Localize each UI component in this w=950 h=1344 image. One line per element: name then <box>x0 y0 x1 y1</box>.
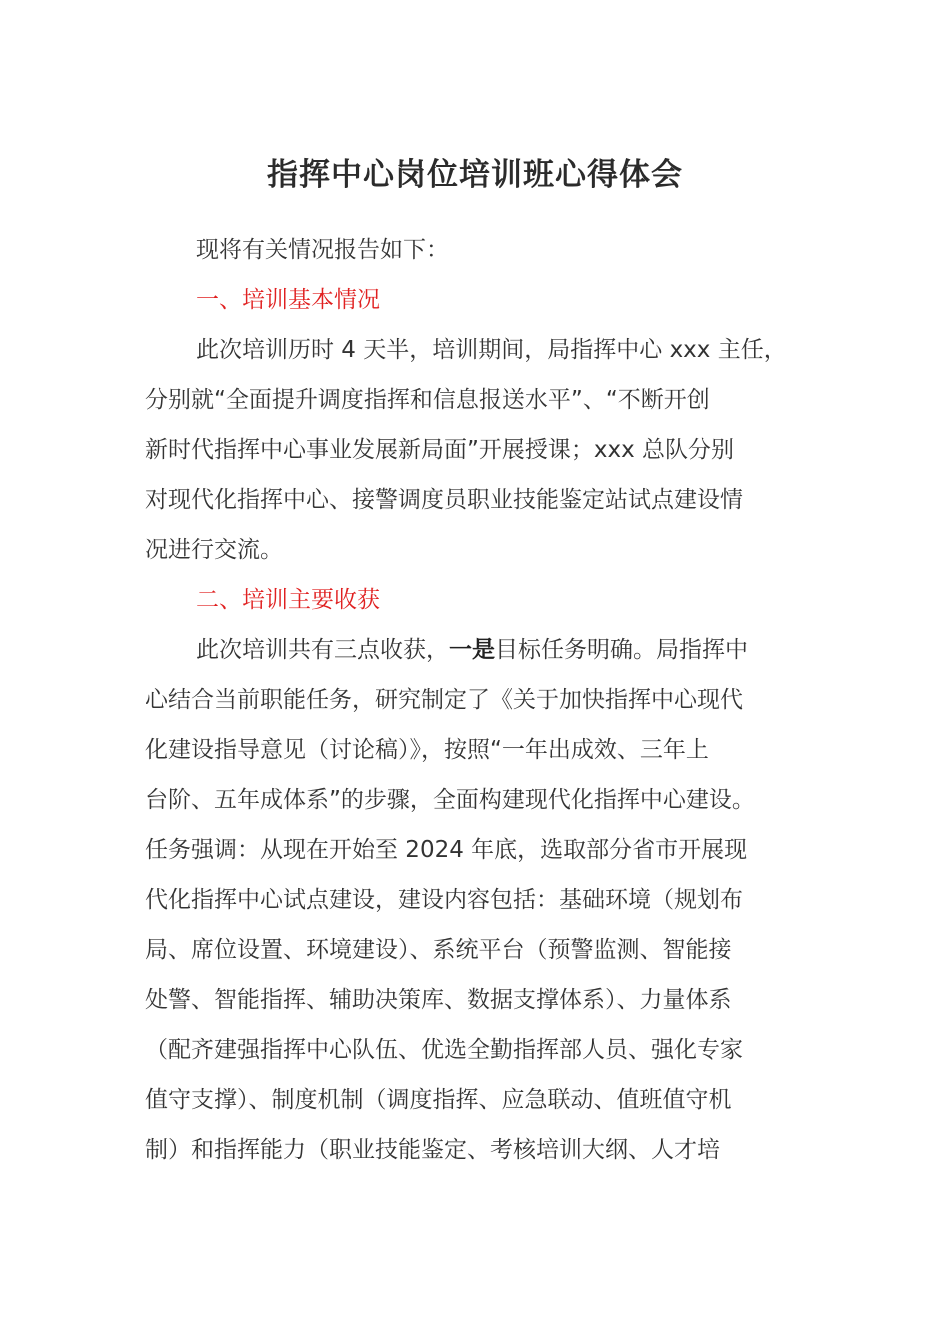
paragraph-line: 代化指挥中心试点建设，建设内容包括：基础环境（规划布 <box>145 887 743 913</box>
paragraph-line: 新时代指挥中心事业发展新局面”开展授课；xxx 总队分别 <box>145 437 735 463</box>
paragraph-line: 分别就“全面提升调度指挥和信息报送水平”、“不断开创 <box>145 387 710 413</box>
paragraph-line: 处警、智能指挥、辅助决策库、数据支撑体系）、力量体系 <box>145 987 732 1013</box>
paragraph-line: 任务强调：从现在开始至 2024 年底，选取部分省市开展现 <box>145 837 748 863</box>
paragraph-text: 此次培训共有三点收获， <box>196 637 449 663</box>
section-heading-1: 一、培训基本情况 <box>196 287 380 313</box>
paragraph-line: 制）和指挥能力（职业技能鉴定、考核培训大纲、人才培 <box>145 1137 720 1163</box>
intro-paragraph: 现将有关情况报告如下： <box>196 237 449 263</box>
emphasis-text: 一是 <box>449 637 495 663</box>
paragraph-line: 值守支撑）、制度机制（调度指挥、应急联动、值班值守机 <box>145 1087 732 1113</box>
paragraph-line: 局、席位设置、环境建设）、系统平台（预警监测、智能接 <box>145 937 732 963</box>
paragraph-line: 况进行交流。 <box>145 537 283 563</box>
paragraph-line <box>196 625 748 675</box>
paragraph-line: 台阶、五年成体系”的步骤，全面构建现代化指挥中心建设。 <box>145 787 755 813</box>
document-title: 指挥中心岗位培训班心得体会 <box>267 157 683 193</box>
paragraph-line: 此次培训历时 4 天半，培训期间，局指挥中心 xxx 主任， <box>196 337 787 363</box>
paragraph-line: 心结合当前职能任务，研究制定了《关于加快指挥中心现代 <box>145 687 743 713</box>
paragraph-text: 目标任务明确。局指挥中 <box>495 637 748 663</box>
paragraph-line: 对现代化指挥中心、接警调度员职业技能鉴定站试点建设情 <box>145 487 743 513</box>
section-heading-2: 二、培训主要收获 <box>196 587 380 613</box>
paragraph-line: 化建设指导意见（讨论稿）》，按照“一年出成效、三年上 <box>145 737 709 763</box>
paragraph-line: （配齐建强指挥中心队伍、优选全勤指挥部人员、强化专家 <box>145 1037 743 1063</box>
